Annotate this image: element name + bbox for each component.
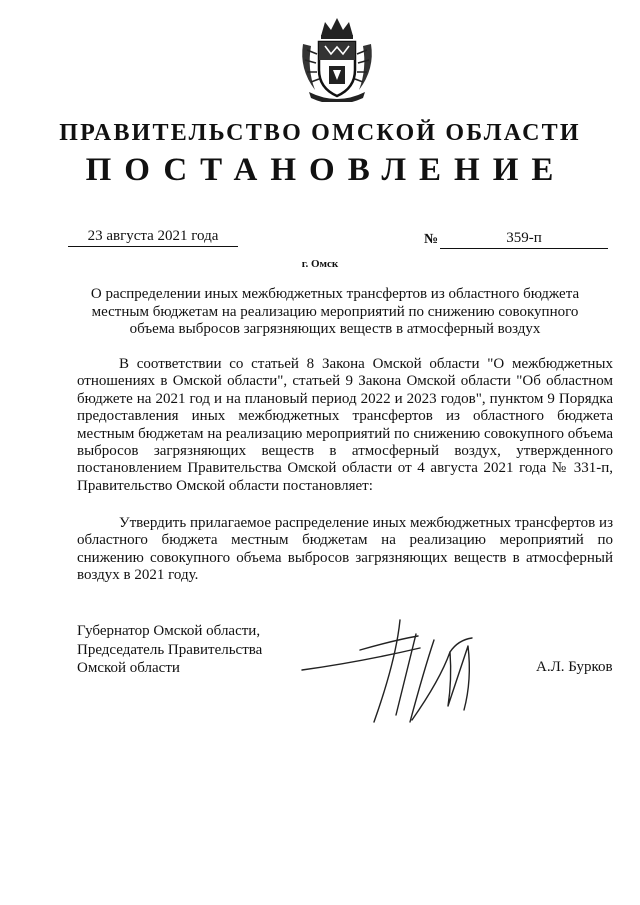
signatory-title: [77, 622, 262, 678]
signatory-title-line: Омской области: [77, 660, 180, 676]
issue-city: г. Омск: [301, 258, 339, 270]
signatory-title-line: Губернатор Омской области,: [77, 623, 261, 639]
signatory-title-line: Председатель Правительства: [77, 641, 263, 658]
body-paragraph-resolution: Утвердить прилагаемое распределение иных межбюджетных трансфертов из областного бюджета местным бюджетам на реализацию мероприятий по снижению совокупного объема выбросов загрязняющих веществ в атмосферный воздух в 2021 году.: [77, 515, 613, 584]
handwritten-signature: [300, 610, 510, 740]
government-title: ПРАВИТЕЛЬСТВО ОМСКОЙ ОБЛАСТИ: [59, 120, 581, 146]
document-number: 359-п: [440, 230, 608, 249]
document-date: 23 августа 2021 года: [68, 228, 238, 247]
signatory-name: А.Л. Бурков: [536, 659, 613, 675]
coat-of-arms-icon: [295, 14, 379, 102]
document-type: ПОСТАНОВЛЕНИЕ: [85, 152, 567, 188]
number-label: №: [424, 232, 439, 247]
document-subject: О распределении иных межбюджетных трансфертов из областного бюджета местным бюджетам на реализацию мероприятий по снижению совокупного объема выбросов загрязняющих веществ в атмосферный воздух: [90, 286, 580, 337]
body-paragraph-preamble: В соответствии со статьей 8 Закона Омской области "О межбюджетных отношениях в Омской области", статьей 9 Закона Омской области "Об областном бюджете на 2021 год и на плановый период 2022 и 2023 годов", пунктом 9 Порядка предоставления иных межбюджетных трансфертов из областного бюджета местным бюджетам на реализацию мероприятий по снижению совокупного объема выбросов загрязняющих веществ в атмосферный воздух, утвержденного постановлением Правительства Омской области от 4 августа 2021 года № 331-п, Правительство Омской области постановляет:: [77, 356, 613, 494]
